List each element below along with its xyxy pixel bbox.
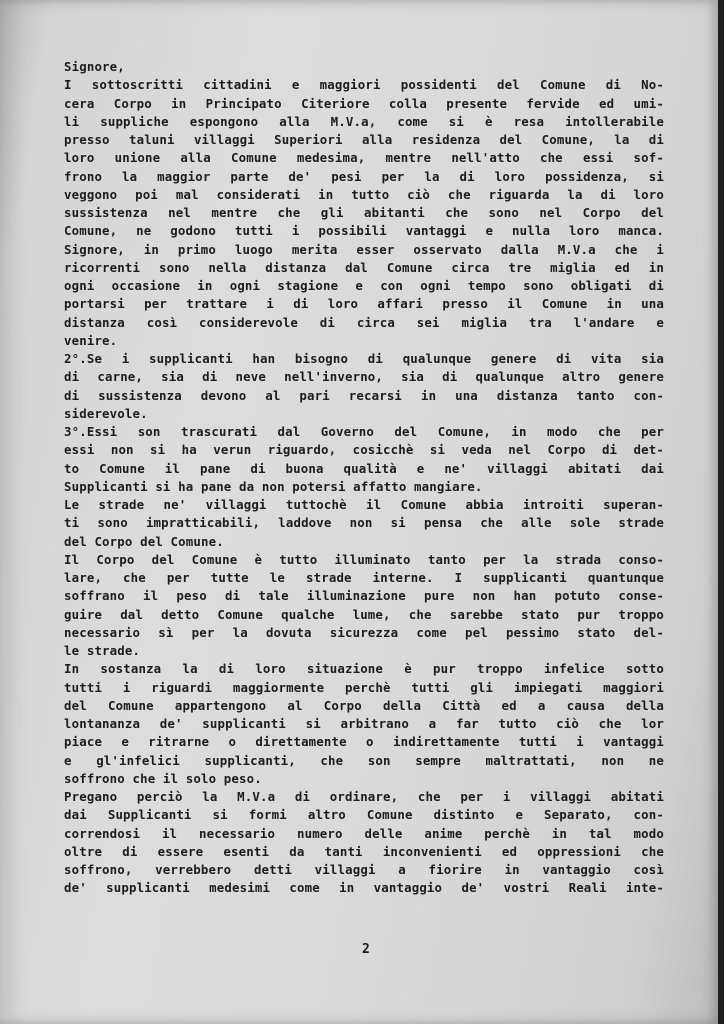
- text-line: dai Supplicanti si formi altro Comune distinto e Separato, con-: [64, 807, 664, 823]
- text-line: distanza così considerevole di circa sei miglia tra l'andare e: [64, 314, 664, 330]
- text-line: veggono poi mal considerati in tutto ciò che riguarda la di loro: [64, 186, 664, 202]
- text-line: le strade.: [64, 643, 141, 658]
- text-line: ricorrenti sono nella distanza dal Comune circa tre miglia ed in: [64, 259, 664, 275]
- text-line: correndosi il necessario numero delle anime perchè in tal modo: [64, 825, 664, 841]
- text-line: 3°.Essi son trascurati dal Governo del Comune, in modo che per: [64, 424, 664, 439]
- text-line: presso taluni villaggi Superiori alla residenza del Comune, la di: [64, 132, 664, 147]
- text-line: cera Corpo in Principato Citeriore colla presente fervide ed umi-: [64, 95, 664, 111]
- text-line: oltre di essere esenti da tanti inconvenienti ed oppressioni che: [64, 843, 664, 859]
- text-line: ti sono impratticabili, laddove non si pensa che alle sole strade: [64, 515, 664, 531]
- text-line: di sussistenza devono al pari recarsi in una distanza tanto con-: [64, 387, 664, 403]
- text-line: piace e ritrarne o direttamente o indirettamente tutti i vantaggi: [64, 734, 664, 750]
- text-line: e gl'infelici supplicanti, che son sempre maltrattati, non ne: [64, 752, 664, 768]
- text-line: Signore,: [64, 59, 125, 74]
- text-line: loro unione alla Comune medesima, mentre nell'atto che essi sof-: [64, 150, 664, 166]
- text-line: lare, che per tutte le strade interne. I supplicanti quantunque: [64, 570, 664, 585]
- text-line: In sostanza la di loro situazione è pur troppo infelice sotto: [64, 661, 664, 677]
- text-line: Le strade ne' villaggi tuttochè il Comune abbia introiti superan-: [64, 497, 664, 512]
- text-line: essi non si ha verun riguardo, cosicchè si veda nel Corpo di det-: [64, 442, 664, 458]
- text-line: soffrono, verrebbero detti villaggi a fiorire in vantaggio così: [64, 862, 664, 877]
- text-line: del Comune appartengono al Corpo della Città ed a causa della: [64, 697, 664, 713]
- page-number: 2: [362, 942, 370, 957]
- text-line: Comune, ne godono tutti i possibili vantaggi e nulla loro manca.: [64, 223, 664, 239]
- text-line: guire dal detto Comune qualche lume, che sarebbe stato pur troppo: [64, 606, 664, 622]
- text-line: sussistenza nel mentre che gli abitanti che sono nel Corpo del: [64, 205, 664, 220]
- text-line: ogni occasione in ogni stagione e con ogni tempo sono obligati di: [64, 278, 664, 293]
- text-line: li suppliche espongono alla M.V.a, come si è resa intollerabile: [64, 113, 664, 129]
- text-line: Signore, in primo luogo merita esser osservato dalla M.V.a che i: [64, 241, 664, 257]
- text-line: di carne, sia di neve nell'inverno, sia di qualunque altro genere: [64, 369, 664, 385]
- text-line: lontananza de' supplicanti si arbitrano a far tutto ciò che lor: [64, 716, 664, 731]
- text-line: tutti i riguardi maggiormente perchè tutti gli impiegati maggiori: [64, 679, 664, 695]
- text-line: to Comune il pane di buona qualità e ne' villaggi abitati dai: [64, 460, 664, 476]
- text-line: portarsi per trattare i di loro affari presso il Comune in una: [64, 296, 664, 312]
- text-line: Pregano perciò la M.V.a di ordinare, che per i villaggi abitati: [64, 789, 664, 804]
- text-line: necessario sì per la dovuta sicurezza come pel pessimo stato del-: [64, 624, 664, 640]
- text-line: frono la maggior parte de' pesi per la di loro possidenza, si: [64, 168, 664, 184]
- text-line: del Corpo del Comune.: [64, 533, 224, 549]
- text-line: Il Corpo del Comune è tutto illuminato tanto per la strada conso-: [64, 551, 664, 567]
- scan-edge: [718, 0, 724, 1024]
- text-line: Supplicanti si ha pane da non potersi affatto mangiare.: [64, 478, 483, 494]
- text-line: I sottoscritti cittadini e maggiori possidenti del Comune di No-: [64, 77, 664, 93]
- text-line: siderevole.: [64, 405, 148, 421]
- text-line: soffrano il peso di tale illuminazione pure non han potuto conse-: [64, 588, 664, 604]
- text-line: de' supplicanti medesimi come in vantaggio de' vostri Reali inte-: [64, 880, 664, 896]
- letter-body: [64, 58, 664, 898]
- text-line: venire.: [64, 332, 118, 348]
- text-line: soffrono che il solo peso.: [64, 770, 262, 786]
- text-line: 2°.Se i supplicanti han bisogno di qualunque genere di vita sia: [64, 351, 664, 366]
